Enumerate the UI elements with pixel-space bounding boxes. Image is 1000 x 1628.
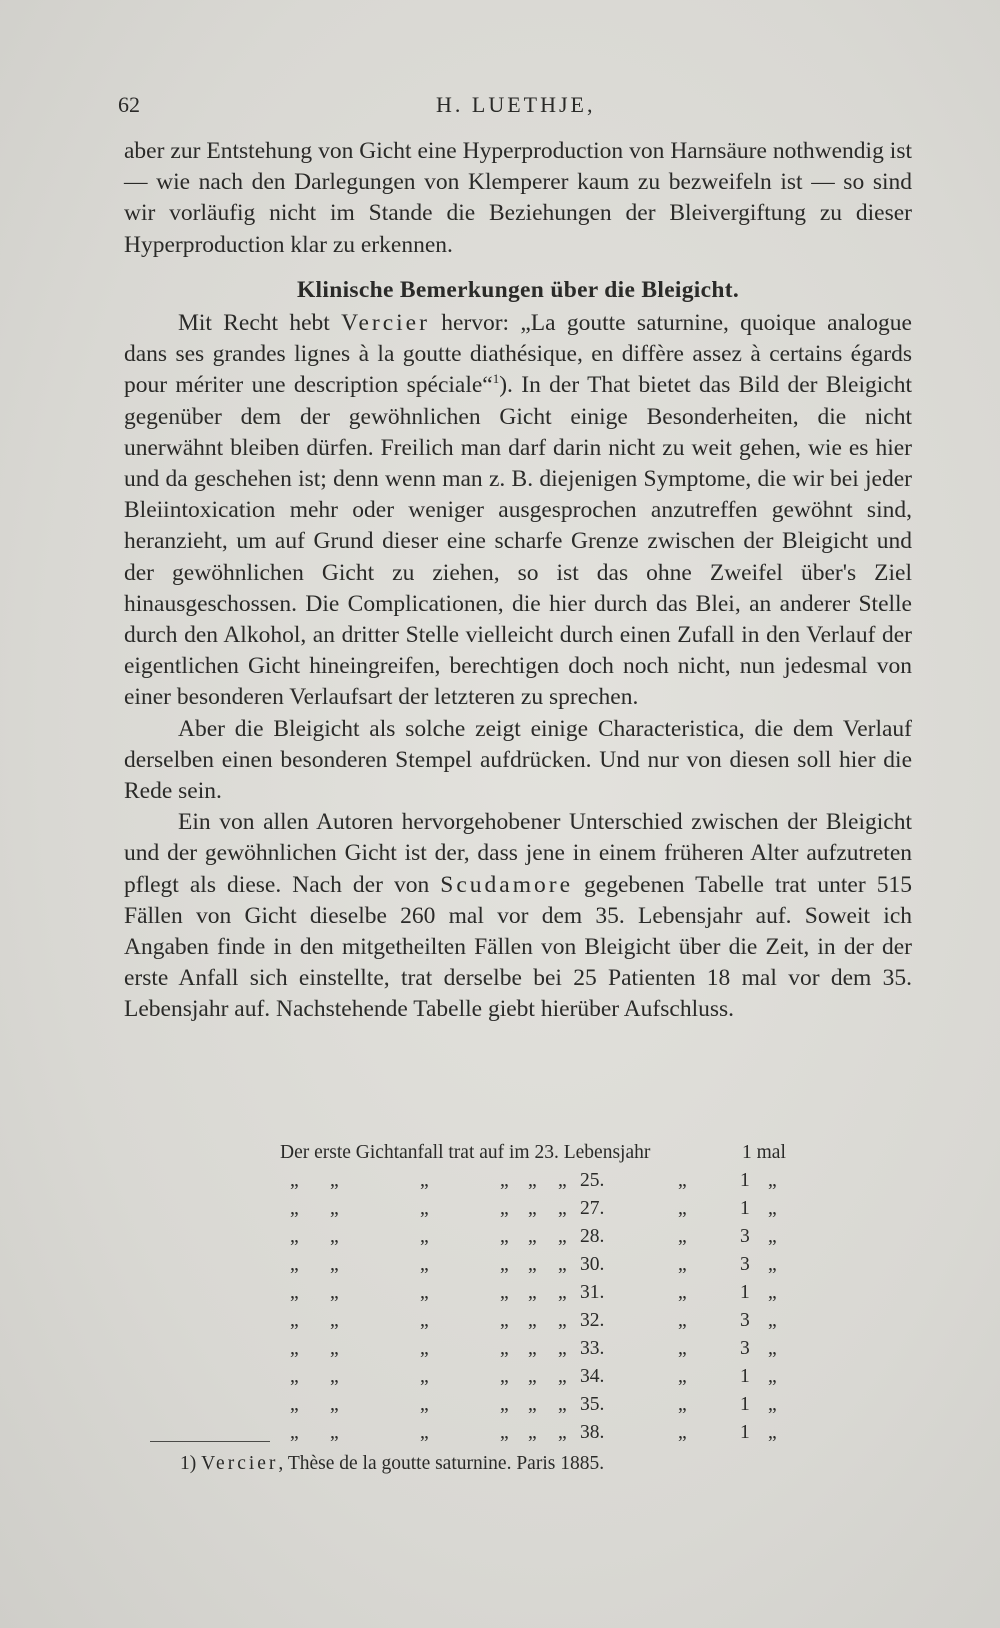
table-row bbox=[280, 1338, 800, 1366]
ditto-mark: „ bbox=[678, 1170, 687, 1191]
paragraph-2-text-b: hervor: „La goutte saturnine, quoique analogue dans ses grandes lignes à la goutte diathésique, en diffère assez à certains égards pour mériter une description spéciale“ bbox=[124, 310, 912, 399]
ditto-mark: „ bbox=[768, 1282, 777, 1303]
ditto-mark: „ bbox=[290, 1254, 299, 1275]
ditto-mark: „ bbox=[290, 1282, 299, 1303]
ditto-mark: „ bbox=[420, 1422, 429, 1443]
table-row bbox=[280, 1198, 800, 1226]
footnote-reference[interactable]: 1 bbox=[492, 371, 500, 387]
ditto-mark: „ bbox=[290, 1310, 299, 1331]
ditto-mark: „ bbox=[290, 1338, 299, 1359]
table-caption-row bbox=[280, 1142, 800, 1170]
ditto-mark: „ bbox=[330, 1282, 339, 1303]
ditto-mark: „ bbox=[558, 1366, 567, 1387]
ditto-mark: „ bbox=[330, 1254, 339, 1275]
ditto-mark: „ bbox=[500, 1282, 509, 1303]
count-cell: 1 bbox=[740, 1366, 750, 1387]
ditto-mark: „ bbox=[678, 1422, 687, 1443]
ditto-mark: „ bbox=[558, 1310, 567, 1331]
ditto-mark: „ bbox=[558, 1254, 567, 1275]
count-cell: 1 bbox=[740, 1422, 750, 1443]
table-row bbox=[280, 1310, 800, 1338]
ditto-mark: „ bbox=[420, 1226, 429, 1247]
ditto-mark: „ bbox=[290, 1170, 299, 1191]
ditto-mark: „ bbox=[528, 1338, 537, 1359]
table-row bbox=[280, 1170, 800, 1198]
ditto-mark: „ bbox=[420, 1366, 429, 1387]
age-cell: 30. bbox=[580, 1254, 605, 1275]
ditto-mark: „ bbox=[500, 1422, 509, 1443]
ditto-mark: „ bbox=[420, 1282, 429, 1303]
ditto-mark: „ bbox=[528, 1366, 537, 1387]
ditto-mark: „ bbox=[500, 1338, 509, 1359]
age-cell: 28. bbox=[580, 1226, 605, 1247]
ditto-mark: „ bbox=[500, 1170, 509, 1191]
ditto-mark: „ bbox=[420, 1394, 429, 1415]
ditto-mark: „ bbox=[290, 1366, 299, 1387]
table-row bbox=[280, 1282, 800, 1310]
table-row bbox=[280, 1422, 800, 1450]
author-name-scudamore: Scudamore bbox=[440, 871, 573, 898]
ditto-mark: „ bbox=[330, 1366, 339, 1387]
age-cell: 31. bbox=[580, 1282, 605, 1303]
ditto-mark: „ bbox=[678, 1394, 687, 1415]
ditto-mark: „ bbox=[500, 1226, 509, 1247]
ditto-mark: „ bbox=[678, 1310, 687, 1331]
age-cell: 35. bbox=[580, 1394, 605, 1415]
footnote-author: Vercier bbox=[201, 1453, 279, 1474]
paragraph-4-text-b: gegebenen Tabelle trat unter 515 Fällen von Gicht dieselbe 260 mal vor dem 35. Lebensjahr auf. Soweit ich Angaben finde in den mitgetheilten Fällen von Bleigicht über die Zeit, in der der erste Anfall sich einstellte, trat derselbe bei 25 Patienten 18 mal vor dem 35. Lebensjahr auf. Nachstehende Tabelle giebt hierüber Aufschluss. bbox=[124, 871, 913, 1023]
ditto-mark: „ bbox=[330, 1394, 339, 1415]
ditto-mark: „ bbox=[678, 1254, 687, 1275]
paragraph-4 bbox=[124, 807, 912, 1025]
ditto-mark: „ bbox=[330, 1198, 339, 1219]
ditto-mark: „ bbox=[678, 1282, 687, 1303]
ditto-mark: „ bbox=[558, 1198, 567, 1219]
age-cell: 27. bbox=[580, 1198, 605, 1219]
ditto-mark: „ bbox=[768, 1394, 777, 1415]
ditto-mark: „ bbox=[330, 1310, 339, 1331]
table-row bbox=[280, 1226, 800, 1254]
ditto-mark: „ bbox=[330, 1422, 339, 1443]
footnote-marker: 1) bbox=[180, 1453, 197, 1474]
ditto-mark: „ bbox=[330, 1170, 339, 1191]
ditto-mark: „ bbox=[290, 1198, 299, 1219]
ditto-mark: „ bbox=[528, 1170, 537, 1191]
ditto-mark: „ bbox=[558, 1170, 567, 1191]
age-table bbox=[280, 1142, 800, 1450]
count-cell: 1 bbox=[740, 1198, 750, 1219]
ditto-mark: „ bbox=[768, 1226, 777, 1247]
ditto-mark: „ bbox=[678, 1226, 687, 1247]
author-name-vercier: Vercier bbox=[341, 310, 430, 337]
age-cell: 25. bbox=[580, 1170, 605, 1191]
ditto-mark: „ bbox=[290, 1394, 299, 1415]
footnote-citation: , Thèse de la goutte saturnine. Paris 1885. bbox=[278, 1453, 605, 1474]
count-cell: 3 bbox=[740, 1226, 750, 1247]
ditto-mark: „ bbox=[330, 1338, 339, 1359]
ditto-mark: „ bbox=[420, 1310, 429, 1331]
ditto-mark: „ bbox=[420, 1198, 429, 1219]
count-cell: 3 bbox=[740, 1338, 750, 1359]
section-heading: Klinische Bemerkungen über die Bleigicht. bbox=[296, 276, 740, 303]
table-rows bbox=[280, 1170, 800, 1450]
ditto-mark: „ bbox=[558, 1422, 567, 1443]
count-cell: 1 bbox=[740, 1170, 750, 1191]
ditto-mark: „ bbox=[768, 1310, 777, 1331]
ditto-mark: „ bbox=[528, 1198, 537, 1219]
paragraph-2 bbox=[124, 308, 912, 714]
body-text bbox=[124, 136, 912, 1026]
age-cell: 32. bbox=[580, 1310, 605, 1331]
ditto-mark: „ bbox=[528, 1254, 537, 1275]
ditto-mark: „ bbox=[500, 1366, 509, 1387]
age-cell: 34. bbox=[580, 1366, 605, 1387]
count-cell: 1 bbox=[740, 1282, 750, 1303]
ditto-mark: „ bbox=[290, 1422, 299, 1443]
ditto-mark: „ bbox=[290, 1226, 299, 1247]
ditto-mark: „ bbox=[420, 1254, 429, 1275]
ditto-mark: „ bbox=[528, 1422, 537, 1443]
ditto-mark: „ bbox=[528, 1226, 537, 1247]
ditto-mark: „ bbox=[528, 1394, 537, 1415]
ditto-mark: „ bbox=[768, 1254, 777, 1275]
ditto-mark: „ bbox=[678, 1338, 687, 1359]
table-caption-text: Der erste Gichtanfall trat auf im 23. Lebensjahr bbox=[280, 1142, 651, 1163]
count-cell: 1 bbox=[740, 1394, 750, 1415]
ditto-mark: „ bbox=[768, 1198, 777, 1219]
ditto-mark: „ bbox=[558, 1394, 567, 1415]
ditto-mark: „ bbox=[420, 1338, 429, 1359]
ditto-mark: „ bbox=[768, 1170, 777, 1191]
footnote-divider bbox=[150, 1441, 270, 1442]
paragraph-2-text-a: Mit Recht hebt bbox=[178, 310, 342, 337]
page-number: 62 bbox=[118, 92, 140, 117]
paragraph-1: aber zur Entstehung von Gicht eine Hyperproduction von Harnsäure nothwendig ist — wie nach den Darlegungen von Klemperer kaum zu bezweifeln ist — so sind wir vorläufig nicht im Stande die Beziehungen der Bleivergiftung zu dieser Hyperproduction klar zu erkennen. bbox=[124, 138, 912, 258]
ditto-mark: „ bbox=[500, 1254, 509, 1275]
age-cell: 33. bbox=[580, 1338, 605, 1359]
ditto-mark: „ bbox=[500, 1198, 509, 1219]
age-cell: 38. bbox=[580, 1422, 605, 1443]
table-caption-count: 1 mal bbox=[742, 1142, 786, 1163]
ditto-mark: „ bbox=[558, 1282, 567, 1303]
paragraph-3: Aber die Bleigicht als solche zeigt einige Characteristica, die dem Verlauf derselben einen besonderen Stempel aufdrücken. Und nur von diesen soll hier die Rede sein. bbox=[124, 715, 912, 805]
ditto-mark: „ bbox=[768, 1366, 777, 1387]
count-cell: 3 bbox=[740, 1254, 750, 1275]
running-head: H. LUETHJE, bbox=[436, 92, 596, 117]
ditto-mark: „ bbox=[528, 1310, 537, 1331]
ditto-mark: „ bbox=[678, 1198, 687, 1219]
ditto-mark: „ bbox=[528, 1282, 537, 1303]
page-header bbox=[118, 92, 888, 122]
ditto-mark: „ bbox=[500, 1394, 509, 1415]
ditto-mark: „ bbox=[330, 1226, 339, 1247]
footnote bbox=[180, 1453, 604, 1475]
table-row bbox=[280, 1394, 800, 1422]
ditto-mark: „ bbox=[768, 1422, 777, 1443]
ditto-mark: „ bbox=[420, 1170, 429, 1191]
ditto-mark: „ bbox=[500, 1310, 509, 1331]
ditto-mark: „ bbox=[558, 1338, 567, 1359]
table-row bbox=[280, 1366, 800, 1394]
paragraph-2-text-c: ). In der That bietet das Bild der Bleigicht gegenüber dem der gewöhnlichen Gicht einige Besonderheiten, die nicht unerwähnt bleiben dürfen. Freilich man darf darin nicht zu weit gehen, wie es hier und da geschehen ist; denn wenn man z. B. diejenigen Symptome, die wir bei jeder Bleiintoxication mehr oder weniger ausgesprochen anzutreffen gewöhnt sind, heranzieht, um auf Grund dieser eine scharfe Grenze zwischen der Bleigicht und der gewöhnlichen Gicht zu ziehen, so ist das ohne Zweifel über's Ziel hinausgeschossen. Die Complicationen, die hier durch das Blei, an anderer Stelle durch den Alkohol, an dritter Stelle vielleicht durch einen Zufall in den Verlauf der eigentlichen Gicht hineingreifen, berechtigen doch noch nicht, nun jedesmal von einer besonderen Verlaufsart der letzteren zu sprechen. bbox=[124, 372, 912, 711]
table-row bbox=[280, 1254, 800, 1282]
paragraph-4-text-a: Ein von allen Autoren hervorgehobener Unterschied zwischen der Bleigicht und der gewöhnlichen Gicht ist der, dass jene in einem früheren Alter aufzutreten pflegt als diese. Nach der von bbox=[124, 809, 912, 898]
ditto-mark: „ bbox=[768, 1338, 777, 1359]
ditto-mark: „ bbox=[678, 1366, 687, 1387]
count-cell: 3 bbox=[740, 1310, 750, 1331]
ditto-mark: „ bbox=[558, 1226, 567, 1247]
